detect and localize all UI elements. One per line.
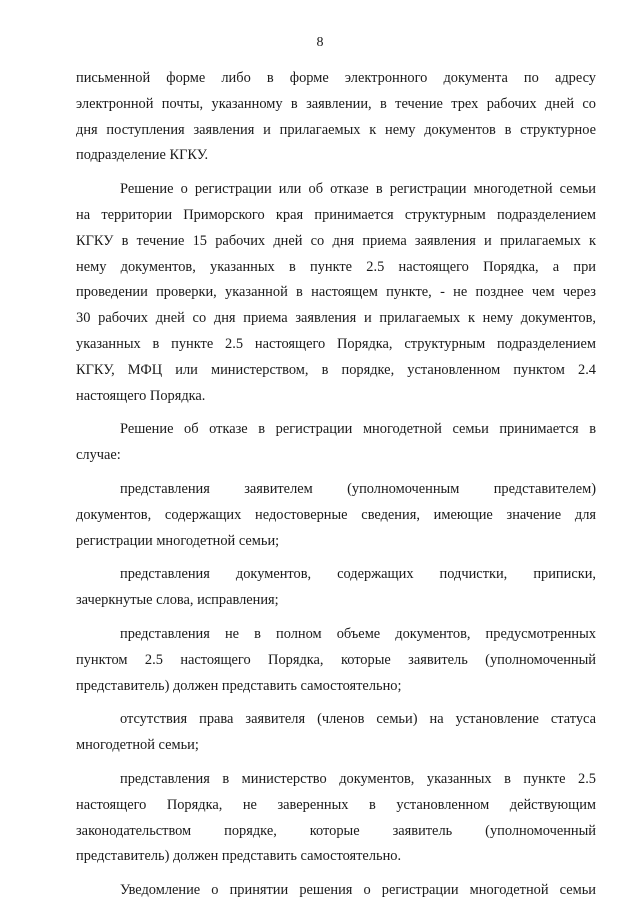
text-line: КГКУ в течение 15 рабочих дней со дня приема заявления и прилагаемых к [76, 232, 596, 249]
text-line: пунктом 2.5 настоящего Порядка, которые заявитель (уполномоченный [76, 651, 596, 668]
text-line: подразделение КГКУ. [76, 147, 209, 164]
document-body [76, 66, 596, 904]
text-line: нему документов, указанных в пункте 2.5 настоящего Порядка, а при [76, 258, 596, 275]
text-line: случае: [76, 447, 121, 464]
paragraph-notification-decision [76, 878, 596, 904]
text-line: указанных в пункте 2.5 настоящего Порядка, структурным подразделением [76, 335, 596, 352]
paragraph-refusal-reason-no-right [76, 707, 596, 759]
text-line: Решение о регистрации или об отказе в регистрации многодетной семьи [120, 181, 596, 198]
text-line: регистрации многодетной семьи; [76, 532, 280, 549]
paragraph-refusal-reason-corrections [76, 562, 596, 614]
text-line: настоящего Порядка, не заверенных в установленном действующим [76, 796, 596, 813]
text-line: законодательством порядке, которые заявитель (уполномоченный [76, 822, 596, 839]
text-line: КГКУ, МФЦ или министерством, в порядке, установленном пунктом 2.4 [76, 361, 596, 378]
text-line: представления не в полном объеме документов, предусмотренных [120, 625, 596, 642]
text-line: 30 рабочих дней со дня приема заявления и прилагаемых к нему документов, [76, 310, 596, 327]
text-line: зачеркнутые слова, исправления; [76, 592, 279, 609]
text-line: представления заявителем (уполномоченным представителем) [120, 480, 596, 497]
paragraph-notification-method [76, 66, 596, 169]
text-line: Уведомление о принятии решения о регистрации многодетной семьи [120, 882, 596, 899]
text-line: настоящего Порядка. [76, 387, 206, 404]
text-line: представления документов, содержащих подчистки, приписки, [120, 566, 596, 583]
text-line: документов, содержащих недостоверные сведения, имеющие значение для [76, 506, 596, 523]
text-line: многодетной семьи; [76, 737, 199, 754]
text-line: электронной почты, указанному в заявлении, в течение трех рабочих дней со [76, 95, 596, 112]
text-line: представитель) должен представить самостоятельно. [76, 848, 402, 865]
text-line: дня поступления заявления и прилагаемых к нему документов в структурное [76, 121, 596, 138]
text-line: проведении проверки, указанной в настоящем пункте, - не позднее чем через [76, 284, 596, 301]
text-line: на территории Приморского края принимается структурным подразделением [76, 206, 596, 223]
text-line: представления в министерство документов, указанных в пункте 2.5 [120, 770, 596, 787]
paragraph-refusal-reason-false-info [76, 477, 596, 554]
paragraph-refusal-reason-incomplete [76, 622, 596, 699]
text-line: Решение об отказе в регистрации многодетной семьи принимается в [120, 421, 596, 438]
text-line: представитель) должен представить самостоятельно; [76, 677, 402, 694]
paragraph-refusal-intro [76, 417, 596, 469]
page-number: 8 [316, 35, 324, 50]
paragraph-registration-decision [76, 177, 596, 409]
text-line: письменной форме либо в форме электронного документа по адресу [76, 70, 596, 86]
text-line: отсутствия права заявителя (членов семьи) на установление статуса [120, 711, 596, 728]
paragraph-refusal-reason-not-certified [76, 767, 596, 870]
